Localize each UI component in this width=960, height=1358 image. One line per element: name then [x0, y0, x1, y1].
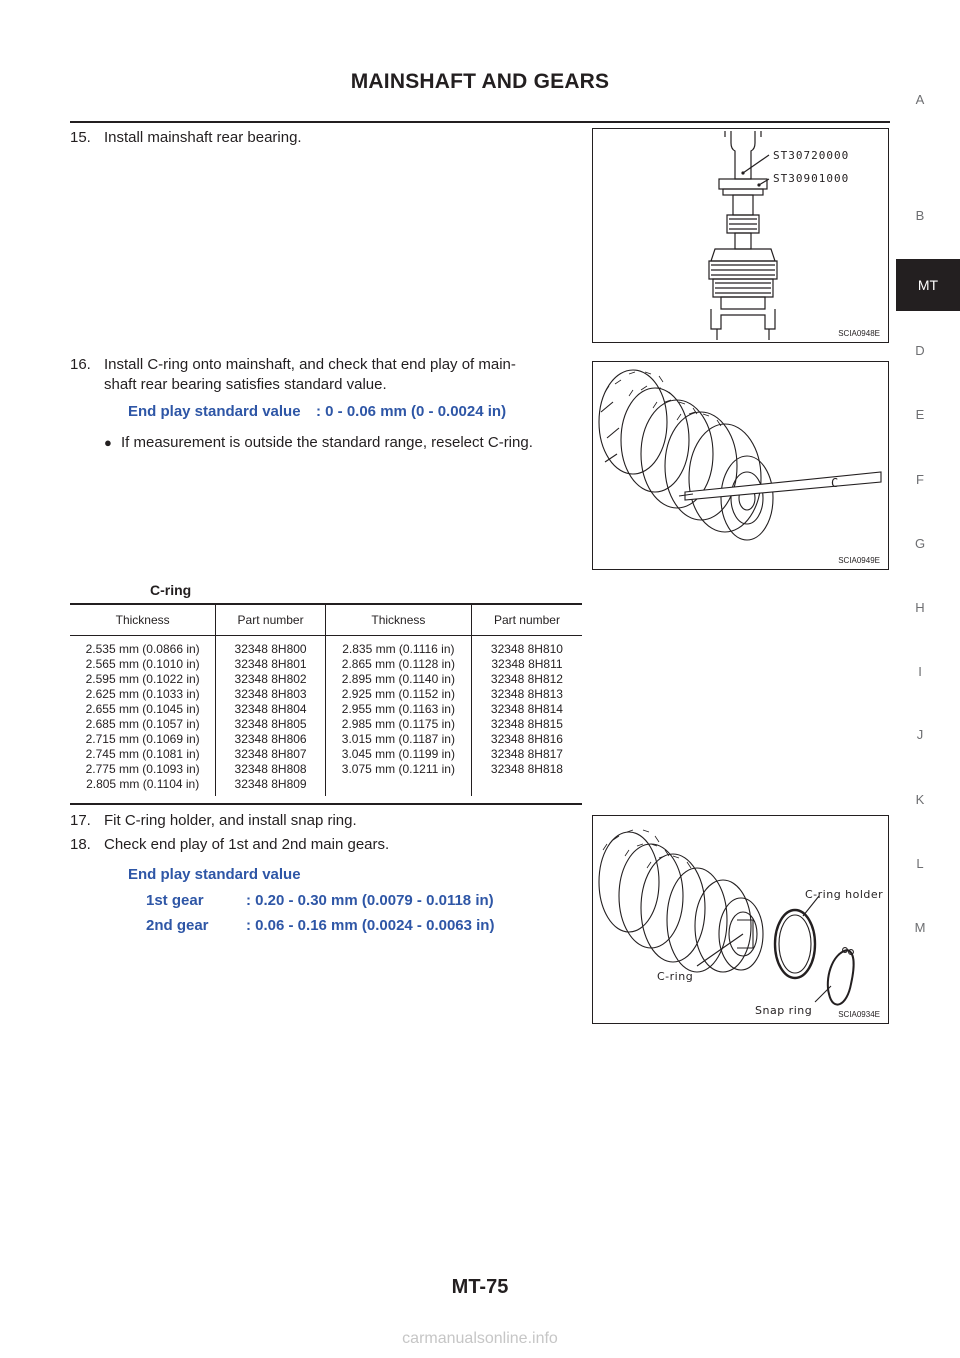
cell: 32348 8H810: [490, 642, 563, 656]
thickness-column-2: [325, 636, 471, 797]
step-number: 15.: [70, 129, 91, 146]
cell: 32348 8H818: [490, 762, 563, 776]
index-b[interactable]: B: [915, 208, 925, 223]
header-part-number-2: Part number: [471, 605, 582, 636]
label-cring-holder: C-ring holder: [805, 888, 884, 901]
cell: 2.655 mm (0.1045 in): [85, 702, 200, 716]
cell: 3.075 mm (0.1211 in): [341, 762, 455, 776]
figure-bearing-install: [592, 128, 889, 343]
part-number-column-1: [216, 636, 326, 797]
index-k[interactable]: K: [915, 792, 925, 807]
spec-gear-end-play-label: End play standard value: [128, 866, 301, 883]
bullet-icon: ●: [104, 435, 112, 450]
cell: 32348 8H805: [234, 717, 307, 731]
cell: 32348 8H808: [234, 762, 307, 776]
cell: 2.985 mm (0.1175 in): [341, 717, 455, 731]
step-16: [70, 355, 590, 395]
step-17: [70, 811, 570, 831]
cring-holder-illustration: [593, 816, 888, 1023]
label-cring: C-ring: [657, 970, 694, 983]
index-h[interactable]: H: [915, 600, 925, 615]
cell: 32348 8H800: [234, 642, 307, 656]
spec-end-play-label: End play standard value: [128, 403, 301, 420]
spec-1st-gear-value: : 0.20 - 0.30 mm (0.0079 - 0.0118 in): [246, 892, 494, 909]
header-thickness-1: Thickness: [70, 605, 216, 636]
cell: 2.715 mm (0.1069 in): [85, 732, 200, 746]
cell: 32348 8H816: [490, 732, 563, 746]
cell: 2.805 mm (0.1104 in): [86, 777, 200, 791]
cell: 2.535 mm (0.0866 in): [85, 642, 200, 656]
cell: 32348 8H806: [234, 732, 307, 746]
index-a[interactable]: A: [915, 92, 925, 107]
step-number: 18.: [70, 836, 91, 853]
cell: 32348 8H814: [490, 702, 563, 716]
tool-label-st30901000: ST30901000: [773, 172, 850, 185]
spec-end-play-value: : 0 - 0.06 mm (0 - 0.0024 in): [316, 403, 507, 420]
step-text-line1: Install C-ring onto mainshaft, and check that end play of main-: [104, 356, 516, 373]
label-snap-ring: Snap ring: [755, 1004, 813, 1017]
index-d[interactable]: D: [915, 343, 925, 358]
cell: 2.895 mm (0.1140 in): [341, 672, 455, 686]
title-rule: [70, 121, 890, 123]
index-f[interactable]: F: [916, 472, 924, 487]
table-row: [70, 636, 582, 797]
cell: 2.565 mm (0.1010 in): [85, 657, 200, 671]
step-number: 17.: [70, 812, 91, 829]
step-text: Check end play of 1st and 2nd main gears.: [104, 836, 390, 853]
cell: 3.015 mm (0.1187 in): [341, 732, 455, 746]
cell: 2.775 mm (0.1093 in): [85, 762, 200, 776]
cring-table-wrap: [70, 605, 582, 796]
cell: 32348 8H813: [490, 687, 563, 701]
cell: 32348 8H815: [490, 717, 563, 731]
cring-table: [70, 605, 582, 796]
figure-id: SCIA0948E: [838, 329, 880, 338]
thickness-column-1: [70, 636, 216, 797]
page-title: MAINSHAFT AND GEARS: [350, 70, 610, 93]
figure-snap-ring: [592, 815, 889, 1024]
header-thickness-2: Thickness: [325, 605, 471, 636]
cell: 32348 8H811: [491, 657, 563, 671]
cell: 2.745 mm (0.1081 in): [85, 747, 200, 761]
index-m[interactable]: M: [914, 920, 926, 935]
spec-1st-gear-label: 1st gear: [146, 892, 204, 909]
spec-2nd-gear-value: : 0.06 - 0.16 mm (0.0024 - 0.0063 in): [246, 917, 495, 934]
bullet-text: If measurement is outside the standard range, reselect C-ring.: [121, 434, 533, 451]
step-18: [70, 835, 570, 855]
cell: 32348 8H804: [234, 702, 307, 716]
table-title: C-ring: [150, 582, 192, 598]
cell: 32348 8H802: [234, 672, 307, 686]
table-header-row: [70, 605, 582, 636]
step-text: Fit C-ring holder, and install snap ring.: [104, 812, 357, 829]
index-l[interactable]: L: [916, 856, 924, 871]
cell: 2.925 mm (0.1152 in): [341, 687, 455, 701]
table-bottom-rule: [70, 803, 582, 805]
figure-cring-measure: [592, 361, 889, 570]
watermark: carmanualsonline.info: [402, 1330, 558, 1347]
cell: 32348 8H817: [490, 747, 563, 761]
cell: 2.625 mm (0.1033 in): [85, 687, 200, 701]
step-number: 16.: [70, 356, 91, 373]
step-text: Install mainshaft rear bearing.: [104, 129, 302, 146]
cell: 32348 8H807: [234, 747, 307, 761]
cell: 2.865 mm (0.1128 in): [341, 657, 455, 671]
cell: 2.835 mm (0.1116 in): [342, 642, 455, 656]
index-g[interactable]: G: [914, 536, 926, 551]
index-i[interactable]: I: [918, 664, 922, 679]
cell: 2.595 mm (0.1022 in): [85, 672, 200, 686]
index-j[interactable]: J: [916, 727, 924, 742]
cell: 32348 8H803: [234, 687, 307, 701]
index-e[interactable]: E: [915, 407, 925, 422]
cell: 32348 8H801: [234, 657, 307, 671]
index-mt-active[interactable]: MT: [896, 259, 960, 311]
cell: 2.685 mm (0.1057 in): [85, 717, 200, 731]
tool-label-st30720000: ST30720000: [773, 149, 850, 162]
spec-2nd-gear-label: 2nd gear: [146, 917, 209, 934]
header-part-number-1: Part number: [216, 605, 326, 636]
step-text-line2: shaft rear bearing satisfies standard value.: [104, 376, 387, 393]
figure-id: SCIA0934E: [838, 1010, 880, 1019]
cell: 3.045 mm (0.1199 in): [341, 747, 455, 761]
cell: 32348 8H809: [234, 777, 307, 791]
figure-id: SCIA0949E: [838, 556, 880, 565]
cell: 32348 8H812: [490, 672, 563, 686]
step-15: [70, 128, 590, 148]
gear-stack-feeler-illustration: [593, 362, 888, 569]
feeler-label-c: C: [831, 476, 840, 490]
part-number-column-2: [471, 636, 582, 797]
cell: 2.955 mm (0.1163 in): [341, 702, 455, 716]
page-number: MT-75: [451, 1276, 509, 1298]
